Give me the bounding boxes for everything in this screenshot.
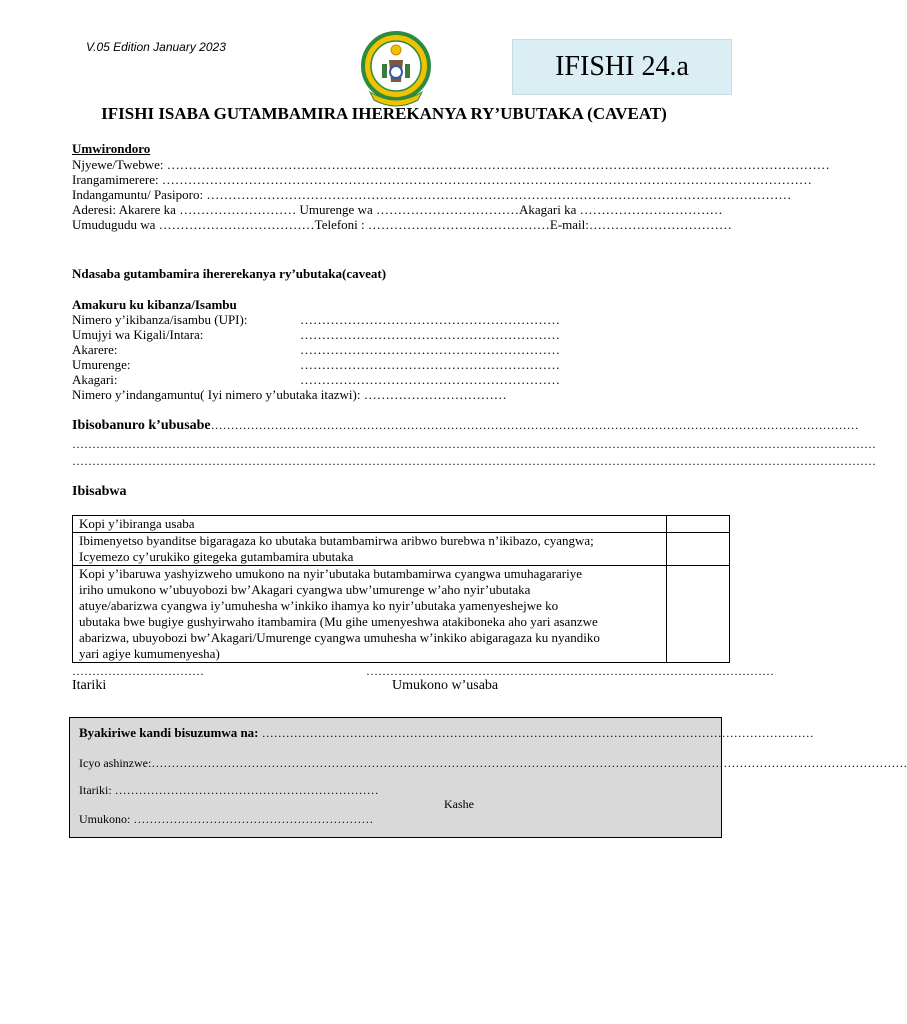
requirement-line: Kopi y’ibaruwa yashyizweho umukono na nyir’ubutaka butambamirwa cyangwa umuhagarariye: [79, 566, 582, 581]
akagari-label: Akagari:: [72, 372, 118, 387]
requirement-line: iriho umukono w’ubuyobozi bw’Akagari cyangwa ubw’umurenge w’aho nyir’ubutaka: [79, 582, 531, 597]
requirement-line: abarizwa, ubuyobozi bw’Akagari/Umurenge cyangwa umuhesha w’inkiko abigaragaza ku nyandiko: [79, 630, 600, 645]
date-label: Itariki: [72, 678, 107, 693]
observed-field[interactable]: ………………………………………………………………………………………………………………………………………………………………………: [151, 756, 907, 770]
requirement-checkbox[interactable]: [667, 516, 730, 533]
office-date-row: [79, 783, 379, 798]
applicant-signature-label: Umukono w’usaba: [392, 678, 499, 693]
requirement-line: atuye/abarizwa cyangwa iy’umuhesha w’inkiko ihamya ko nyir’ubutaka yamenyeshejwe ko: [79, 598, 559, 613]
ibisobanuro-field-1[interactable]: ………………………………………………………………………………………………………………………………………………: [210, 418, 859, 432]
aderesi-field[interactable]: Aderesi: Akarere ka ……………………… Umurenge wa ……………………………Akagari ka ……………………………: [72, 202, 723, 217]
indangamuntu-field[interactable]: Indangamuntu/ Pasiporo: ………………………………………………………………………………………………………………………: [72, 187, 792, 202]
requirement-line: Kopi y’ibiranga usaba: [79, 516, 195, 531]
umurenge-label: Umurenge:: [72, 357, 131, 372]
edition-label: V.05 Edition January 2023: [86, 40, 226, 54]
requirement-checkbox[interactable]: [667, 533, 730, 566]
requirements-table: [72, 515, 730, 663]
rwanda-coat-of-arms-icon: [356, 30, 436, 108]
office-signature-label: Umukono:: [79, 812, 131, 826]
umurenge-field[interactable]: ……………………………………………………: [300, 357, 560, 372]
table-row: [73, 516, 730, 533]
requirement-line: ubutaka bwe bugiye gushyirwaho itambamira (Mu gihe umenyeshwa atakiboneka aho yari asanzwe: [79, 614, 598, 629]
irangamimerere-field[interactable]: Irangamimerere: ……………………………………………………………………………………………………………………………………: [72, 172, 812, 187]
date-field[interactable]: ……………………………: [72, 664, 204, 678]
ibisabwa-heading: Ibisabwa: [72, 484, 127, 499]
office-date-label: Itariki:: [79, 783, 112, 797]
requirement-line: Icyemezo cy’urukiko gitegeka gutambamira ubutaka: [79, 549, 354, 564]
received-by-label: Byakiriwe kandi bisuzumwa na:: [79, 725, 259, 740]
indangamuntu-number-field[interactable]: Nimero y’indangamuntu( Iyi nimero y’ubutaka itazwi): ……………………………: [72, 387, 507, 402]
requirement-line: yari agiye kumumenyesha): [79, 646, 220, 661]
umudugudu-field[interactable]: Umudugudu wa ………………………………Telefoni : ……………………………………E-mail:……………………………: [72, 217, 732, 232]
requirement-text: [73, 533, 667, 566]
upi-label: Nimero y’ikibanza/isambu (UPI):: [72, 312, 248, 327]
akagari-field[interactable]: ……………………………………………………: [300, 372, 560, 387]
received-by-field[interactable]: …………………………………………………………………………………………………………………………: [261, 726, 814, 740]
requirement-line: Ibimenyetso byanditse bigaragaza ko ubutaka butambamirwa aribwo burebwa n’ikibazo, cyangwa;: [79, 533, 594, 548]
akarere-field[interactable]: ……………………………………………………: [300, 342, 560, 357]
office-date-field[interactable]: …………………………………………………………: [114, 783, 379, 797]
office-signature-field[interactable]: ……………………………………………………: [133, 812, 374, 826]
requirement-text: [73, 516, 667, 533]
form-code-box: IFISHI 24.a: [512, 39, 732, 95]
ibisobanuro-heading: [72, 418, 859, 434]
ibisobanuro-field-3[interactable]: …………………………………………………………………………………………………………………………………………………………………………………: [72, 454, 876, 468]
amakuru-heading: Amakuru ku kibanza/Isambu: [72, 297, 237, 312]
request-statement: Ndasaba gutambamira ihererekanya ry’ubutaka(caveat): [72, 266, 387, 281]
intara-label: Umujyi wa Kigali/Intara:: [72, 327, 204, 342]
upi-field[interactable]: ……………………………………………………: [300, 312, 560, 327]
requirement-text: [73, 566, 667, 663]
applicant-signature-field[interactable]: …………………………………………………………………………………………: [366, 664, 774, 678]
ibisobanuro-heading-label: Ibisobanuro k’ubusabe: [72, 418, 211, 433]
intara-field[interactable]: ……………………………………………………: [300, 327, 560, 342]
akarere-label: Akarere:: [72, 342, 118, 357]
office-signature-row: [79, 812, 373, 827]
received-by-row: [79, 725, 814, 741]
njyewe-field[interactable]: Njyewe/Twebwe: ………………………………………………………………………………………………………………………………………: [72, 157, 830, 172]
form-title: IFISHI ISABA GUTAMBAMIRA IHEREKANYA RY’UBUTAKA (CAVEAT): [101, 104, 667, 123]
observed-label: Icyo ashinzwe:: [79, 756, 152, 770]
umwirondoro-heading: Umwirondoro: [72, 141, 151, 156]
table-row: [73, 533, 730, 566]
requirement-checkbox[interactable]: [667, 566, 730, 663]
observed-row: [79, 756, 907, 771]
ibisobanuro-field-2[interactable]: …………………………………………………………………………………………………………………………………………………………………………………: [72, 437, 876, 451]
stamp-label: Kashe: [444, 797, 474, 811]
table-row: [73, 566, 730, 663]
